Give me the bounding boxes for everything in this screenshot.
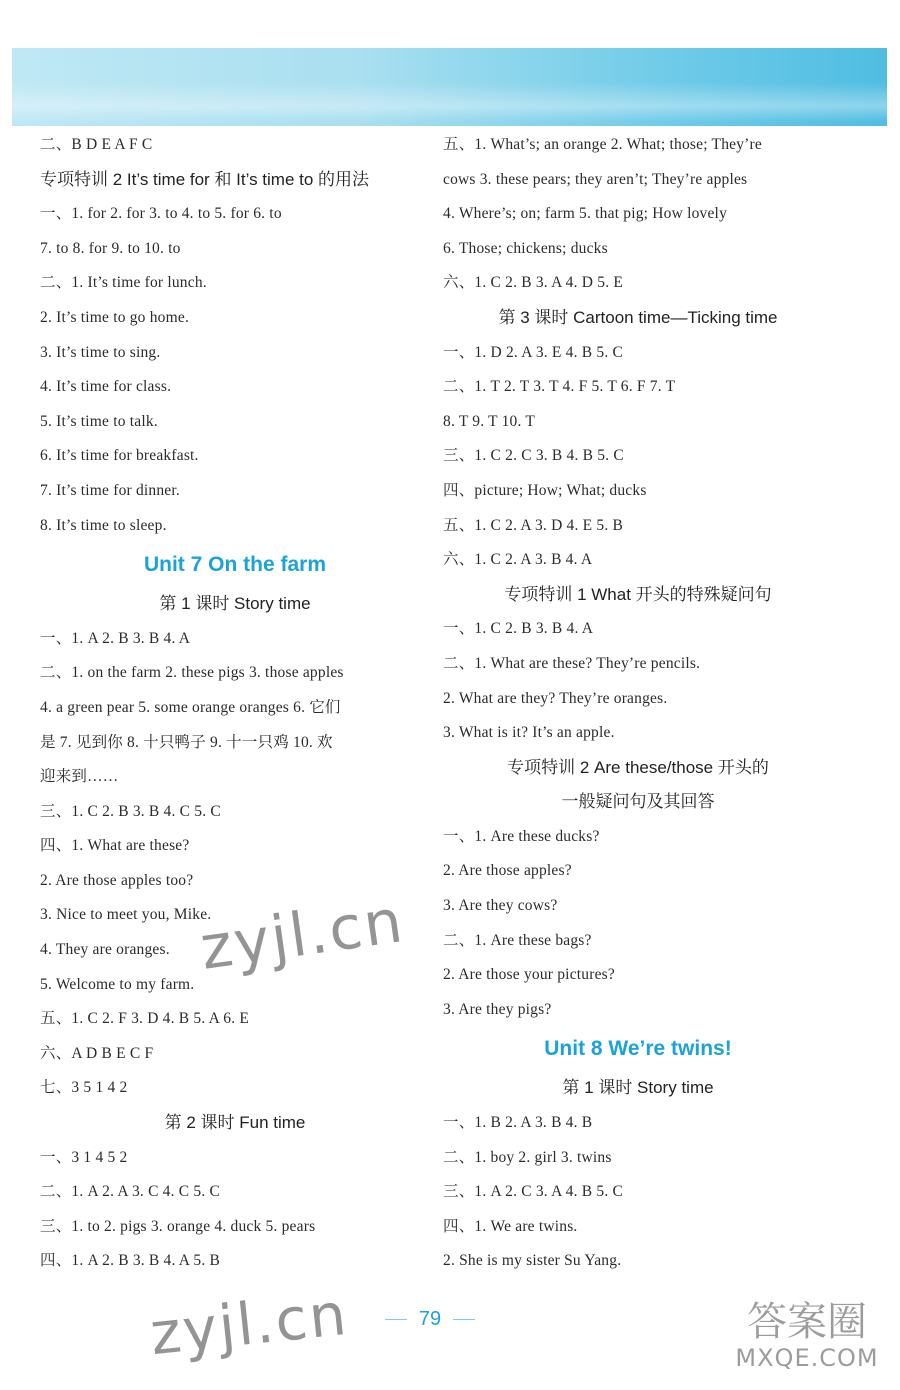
answer-line: 六、1. C 2. B 3. A 4. D 5. E <box>443 274 624 292</box>
right-column <box>443 128 833 1279</box>
answer-line: 5. It’s time to talk. <box>40 412 158 430</box>
answer-line: 2. She is my sister Su Yang. <box>443 1252 622 1270</box>
answer-line: 8. T 9. T 10. T <box>443 412 536 430</box>
answer-line: 五、1. What’s; an orange 2. What; those; They’re <box>443 136 762 153</box>
answer-line: 7. to 8. for 9. to 10. to <box>40 239 181 257</box>
page-number: 79 <box>418 1308 442 1330</box>
section-heading: 第 1 课时 Story time <box>562 1078 714 1098</box>
answer-line: cows 3. these pears; they aren’t; They’re apples <box>443 170 748 188</box>
answer-line: 二、B D E A F C <box>40 136 153 153</box>
answer-line: 一、1. for 2. for 3. to 4. to 5. for 6. to <box>40 205 282 223</box>
answer-line: 一、1. C 2. B 3. B 4. A <box>443 620 594 638</box>
answer-line: 二、1. boy 2. girl 3. twins <box>443 1148 612 1166</box>
answer-line: 一、1. A 2. B 3. B 4. A <box>40 629 191 647</box>
answer-line: 四、1. What are these? <box>40 837 190 855</box>
watermark-corner-bottom: MXQE.COM <box>735 1344 879 1372</box>
answer-line: 二、1. It’s time for lunch. <box>40 274 207 292</box>
unit-heading: Unit 7 On the farm <box>143 553 327 577</box>
answer-line: 一、1. B 2. A 3. B 4. B <box>443 1114 593 1132</box>
answer-line: 3. Are they cows? <box>443 897 558 915</box>
page-number-row <box>0 1308 860 1331</box>
answer-line: 二、1. What are these? They’re pencils. <box>443 654 701 672</box>
answer-line: 二、1. on the farm 2. these pigs 3. those apples <box>40 664 344 682</box>
section-heading: 专项特训 2 It’s time for 和 It’s time to 的用法 <box>40 169 370 189</box>
answer-line: 3. What is it? It’s an apple. <box>443 724 615 742</box>
answer-line: 4. Where’s; on; farm 5. that pig; How lovely <box>443 205 728 223</box>
answer-line: 六、A D B E C F <box>40 1044 154 1062</box>
answer-line: 二、1. Are these bags? <box>443 931 592 949</box>
answer-line: 六、1. C 2. A 3. B 4. A <box>443 551 593 569</box>
answer-line: 3. It’s time to sing. <box>40 343 161 361</box>
answer-line: 2. Are those your pictures? <box>443 966 615 984</box>
answer-line: 三、1. A 2. C 3. A 4. B 5. C <box>443 1183 624 1201</box>
answer-line: 二、1. T 2. T 3. T 4. F 5. T 6. F 7. T <box>443 378 676 396</box>
section-heading: 第 3 课时 Cartoon time—Ticking time <box>498 307 778 327</box>
answer-line: 五、1. C 2. A 3. D 4. E 5. B <box>443 516 624 534</box>
answer-line: 一、3 1 4 5 2 <box>40 1148 128 1166</box>
answer-line: 6. It’s time for breakfast. <box>40 447 199 465</box>
answer-line: 四、1. A 2. B 3. B 4. A 5. B <box>40 1252 221 1270</box>
watermark-corner-top: 答案圈 <box>747 1299 867 1345</box>
answer-line: 7. It’s time for dinner. <box>40 481 180 499</box>
watermark-mid: zyjl.cn <box>196 886 409 984</box>
answer-line: 4. It’s time for class. <box>40 378 172 396</box>
left-column <box>40 128 430 1279</box>
header-banner <box>12 48 887 126</box>
answer-line: 七、3 5 1 4 2 <box>40 1079 128 1097</box>
answer-line: 2. Are those apples too? <box>40 871 194 889</box>
answer-line: 8. It’s time to sleep. <box>40 516 167 534</box>
banner-wave <box>12 82 887 122</box>
answer-line: 一、1. D 2. A 3. E 4. B 5. C <box>443 343 624 361</box>
watermark-bottom: zyjl.cn <box>146 1279 352 1369</box>
section-heading: 一般疑问句及其回答 <box>561 792 715 812</box>
answer-line: 6. Those; chickens; ducks <box>443 239 608 257</box>
section-heading: 专项特训 1 What 开头的特殊疑问句 <box>504 584 772 604</box>
answer-line: 四、1. We are twins. <box>443 1217 578 1235</box>
answer-line: 4. They are oranges. <box>40 941 170 959</box>
answer-line: 三、1. to 2. pigs 3. orange 4. duck 5. pears <box>40 1217 316 1235</box>
answer-line: 一、1. Are these ducks? <box>443 827 600 845</box>
answer-line: 三、1. C 2. C 3. B 4. B 5. C <box>443 447 624 465</box>
answer-line: 5. Welcome to my farm. <box>40 975 195 993</box>
answer-line: 4. a green pear 5. some orange oranges 6. 它们 <box>40 698 341 716</box>
unit-heading: Unit 8 We’re twins! <box>544 1037 732 1061</box>
answer-line: 3. Are they pigs? <box>443 1000 552 1018</box>
answer-line: 三、1. C 2. B 3. B 4. C 5. C <box>40 802 221 820</box>
page-number-dash-left <box>385 1319 407 1320</box>
answer-line: 3. Nice to meet you, Mike. <box>40 906 212 924</box>
section-heading: 第 1 课时 Story time <box>159 594 311 614</box>
answer-line: 四、picture; How; What; ducks <box>443 481 647 499</box>
answer-line: 五、1. C 2. F 3. D 4. B 5. A 6. E <box>40 1010 250 1028</box>
page-number-dash-right <box>453 1319 475 1320</box>
answer-line: 是 7. 见到你 8. 十只鸭子 9. 十一只鸡 10. 欢 <box>40 733 333 751</box>
section-heading: 专项特训 2 Are these/those 开头的 <box>507 757 769 777</box>
answer-line: 二、1. A 2. A 3. C 4. C 5. C <box>40 1183 221 1201</box>
answer-line: 2. It’s time to go home. <box>40 308 190 326</box>
answer-line: 2. Are those apples? <box>443 862 572 880</box>
section-heading: 第 2 课时 Fun time <box>164 1113 306 1133</box>
answer-line: 迎来到…… <box>40 768 119 786</box>
answer-line: 2. What are they? They’re oranges. <box>443 689 668 707</box>
